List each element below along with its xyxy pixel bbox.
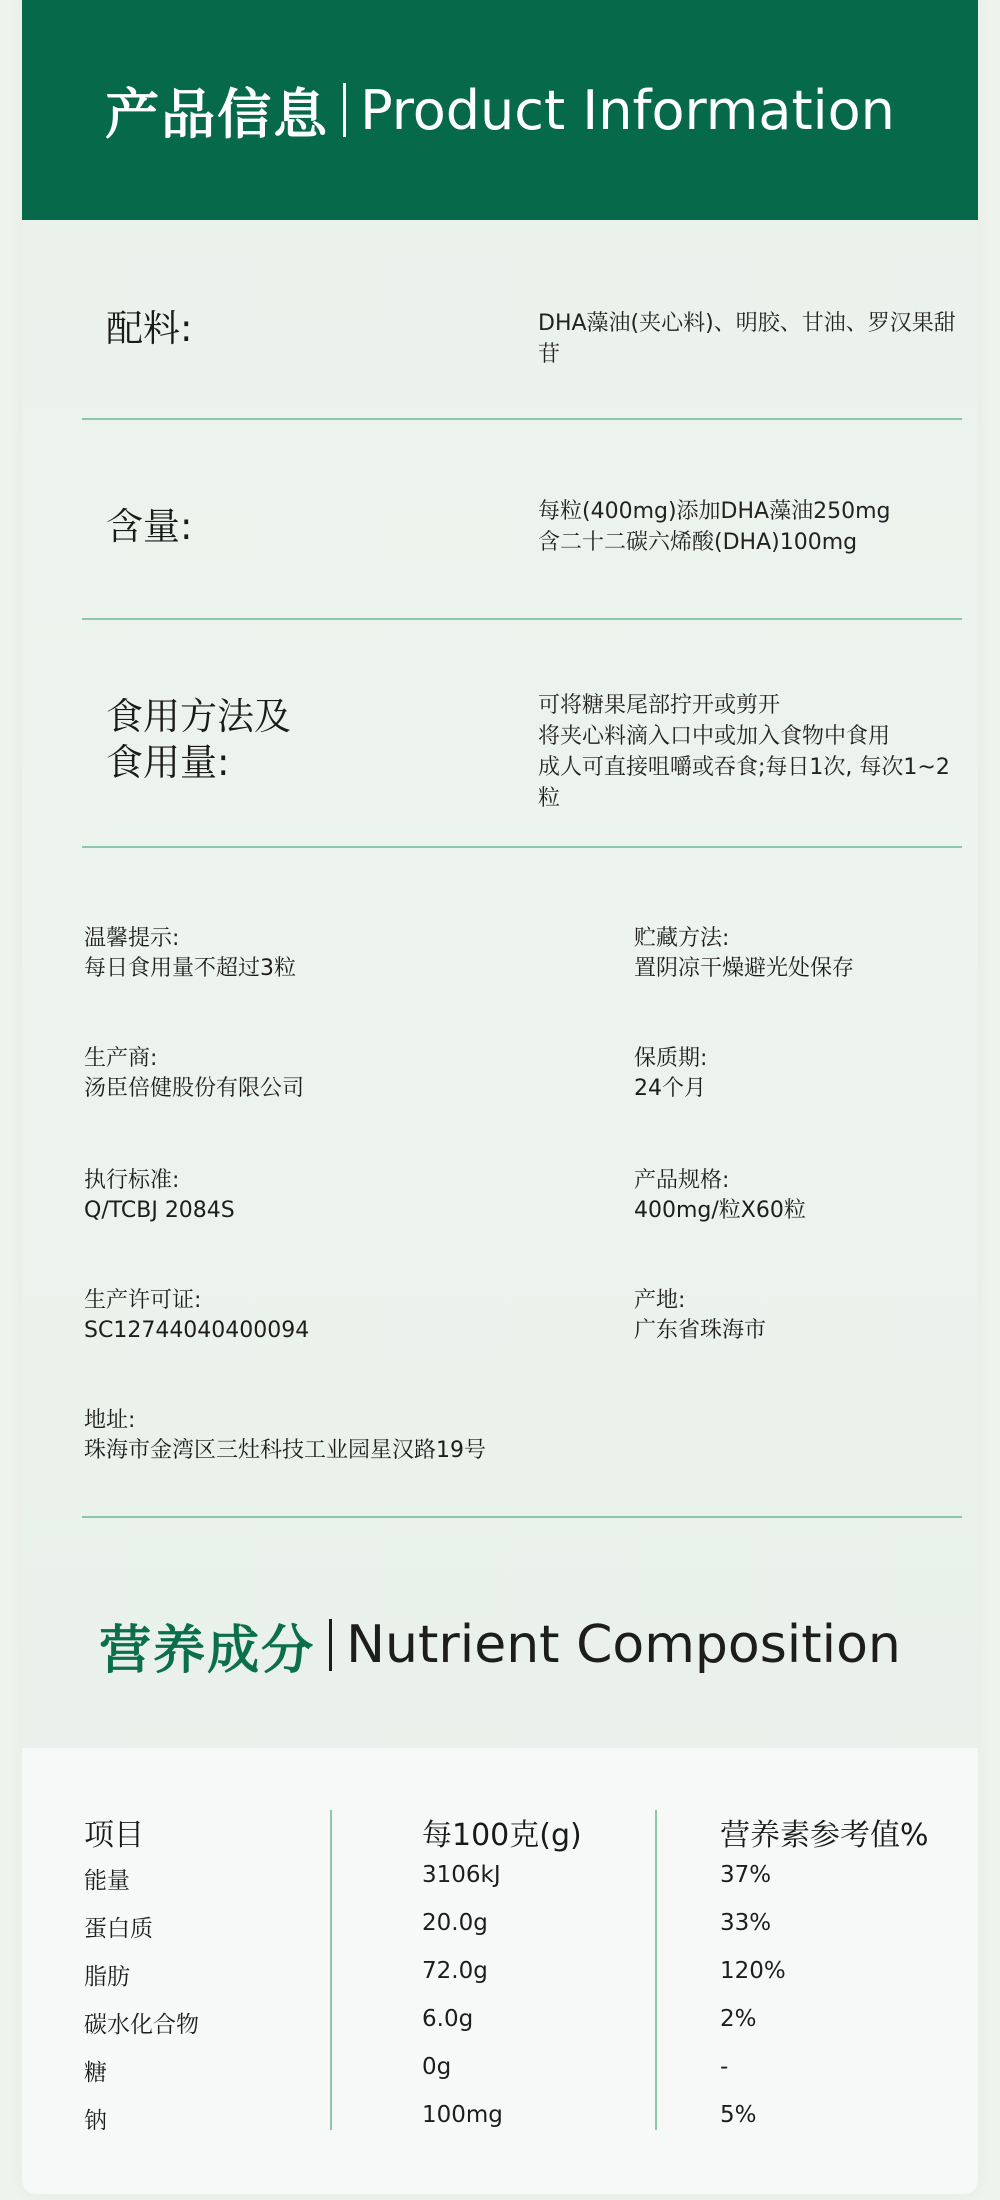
nutrient-nrv: 2% <box>720 2006 757 2032</box>
product-info-card <box>22 0 978 2194</box>
nutrient-nrv: 120% <box>720 1958 786 1984</box>
license-block <box>84 1286 309 1346</box>
storage-block <box>634 924 854 984</box>
nutrient-amount: 0g <box>422 2054 452 2080</box>
shelf-value: 24个月 <box>634 1076 706 1101</box>
nutrient-amount: 3106kJ <box>422 1862 501 1888</box>
origin-block <box>634 1286 766 1346</box>
address-block <box>84 1406 486 1466</box>
maker-value: 汤臣倍健股份有限公司 <box>84 1076 305 1101</box>
header-title-cn: 产品信息 <box>105 82 330 146</box>
divider <box>82 418 962 420</box>
shelf-block <box>634 1044 707 1104</box>
divider <box>82 1516 962 1518</box>
address-value: 珠海市金湾区三灶科技工业园星汉路19号 <box>84 1438 486 1463</box>
usage-line: 成人可直接咀嚼或吞食;每日1次, 每次1~2粒 <box>538 755 950 811</box>
storage-label: 贮藏方法: <box>634 926 730 951</box>
nutrition-title-divider <box>329 1619 332 1671</box>
nutrient-amount: 6.0g <box>422 2006 474 2032</box>
nutrient-nrv: 33% <box>720 1910 772 1936</box>
header-item: 项目 <box>84 1818 144 1853</box>
divider <box>82 846 962 848</box>
nutrient-nrv: 5% <box>720 2102 757 2128</box>
nutrition-title-cn: 营养成分 <box>99 1620 316 1681</box>
column-divider <box>330 1810 332 2130</box>
usage-line: 可将糖果尾部拧开或剪开 <box>538 693 781 718</box>
header-divider <box>343 83 346 137</box>
standard-block <box>84 1166 235 1226</box>
nutrient-name: 钠 <box>84 2108 107 2134</box>
nutrient-name: 碳水化合物 <box>84 2012 199 2038</box>
nutrient-amount: 100mg <box>422 2102 503 2128</box>
divider <box>82 618 962 620</box>
nutrient-amount: 20.0g <box>422 1910 488 1936</box>
storage-value: 置阴凉干燥避光处保存 <box>634 956 855 981</box>
header-banner <box>22 0 978 220</box>
content-line: 含二十二碳六烯酸(DHA)100mg <box>538 530 858 555</box>
origin-value: 广东省珠海市 <box>634 1318 767 1343</box>
nutrition-title-en: Nutrient Composition <box>346 1615 901 1675</box>
nutrient-name: 糖 <box>84 2060 107 2086</box>
nutrient-amount: 72.0g <box>422 1958 488 1984</box>
tip-label: 温馨提示: <box>84 926 180 951</box>
nutrition-table <box>22 1748 978 2194</box>
standard-label: 执行标准: <box>84 1168 180 1193</box>
usage-line: 将夹心料滴入口中或加入食物中食用 <box>538 724 891 749</box>
header-title-en: Product Information <box>360 78 895 142</box>
address-label: 地址: <box>84 1408 136 1433</box>
ingredients-value: DHA藻油(夹心料)、明胶、甘油、罗汉果甜苷 <box>538 311 956 367</box>
content-line: 每粒(400mg)添加DHA藻油250mg <box>538 499 891 524</box>
nutrient-nrv: 37% <box>720 1862 772 1888</box>
nutrition-title <box>22 1540 978 1750</box>
usage-label-line: 食用方法及 <box>106 695 291 738</box>
usage-label <box>106 694 291 786</box>
usage-value <box>538 690 962 814</box>
origin-label: 产地: <box>634 1288 686 1313</box>
spec-block <box>634 1166 806 1226</box>
nutrient-name: 能量 <box>84 1868 130 1894</box>
column-divider <box>655 1810 657 2130</box>
nutrient-name: 脂肪 <box>84 1964 130 1990</box>
nutrient-name: 蛋白质 <box>84 1916 153 1942</box>
spec-value: 400mg/粒X60粒 <box>634 1198 806 1223</box>
license-label: 生产许可证: <box>84 1288 202 1313</box>
maker-label: 生产商: <box>84 1046 158 1071</box>
content-value <box>538 496 890 558</box>
content-label: 含量: <box>106 505 193 548</box>
ingredients-label: 配料: <box>106 307 193 350</box>
standard-value: Q/TCBJ 2084S <box>84 1198 235 1223</box>
tip-value: 每日食用量不超过3粒 <box>84 956 296 981</box>
nutrient-nrv: - <box>720 2054 729 2080</box>
spec-label: 产品规格: <box>634 1168 730 1193</box>
license-value: SC12744040400094 <box>84 1318 310 1343</box>
maker-block <box>84 1044 304 1104</box>
tip-block <box>84 924 296 984</box>
usage-label-line: 食用量: <box>106 741 230 784</box>
shelf-label: 保质期: <box>634 1046 708 1071</box>
header-nrv: 营养素参考值% <box>720 1818 929 1853</box>
header-per100g: 每100克(g) <box>422 1818 582 1853</box>
